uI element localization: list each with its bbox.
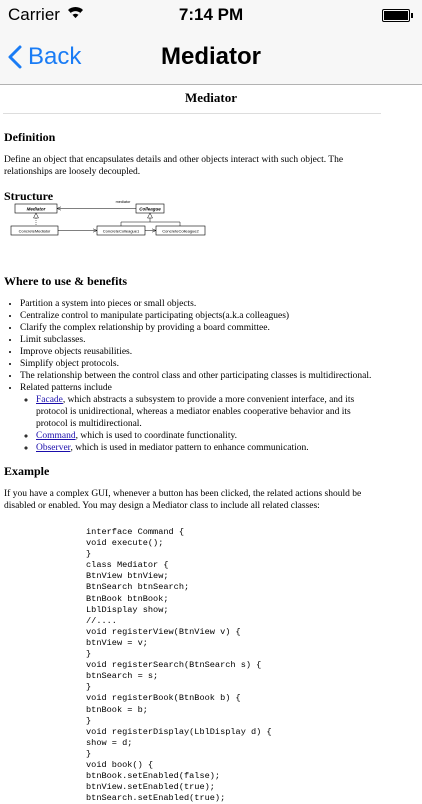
code-line: class Mediator { (86, 560, 169, 571)
carrier-label: Carrier (8, 5, 60, 24)
battery-icon (382, 9, 410, 22)
diagram-link-label: mediator (115, 200, 131, 204)
nav-title: Mediator (160, 43, 261, 70)
page-title: Mediator (185, 90, 237, 105)
code-line: btnSearch = s; (86, 671, 159, 682)
code-line: void book() { (86, 759, 154, 770)
command-link[interactable]: Command (36, 431, 76, 441)
related-patterns-list (20, 394, 382, 454)
back-label: Back (28, 43, 82, 70)
list-item: • The relationship between the control class and other participating classes is multidirectional. (20, 370, 382, 382)
where-heading: Where to use & benefits (4, 274, 128, 288)
code-line: btnView.setEnabled(true); (86, 782, 215, 793)
example-heading: Example (4, 464, 50, 478)
code-line: void registerView(BtnView v) { (86, 626, 241, 637)
code-line: } (86, 682, 92, 693)
list-item: • Centralize control to manipulate participating objects(a.k.a colleagues) (20, 310, 382, 322)
code-line: void registerSearch(BtnSearch s) { (86, 660, 262, 671)
facade-link[interactable]: Facade (36, 395, 63, 405)
code-line: void registerDisplay(LblDisplay d) { (86, 726, 272, 737)
list-item (20, 382, 382, 454)
code-line: btnBook = b; (86, 704, 148, 715)
diagram-concrete-colleague2-label: ConcreteColleague2 (162, 228, 199, 234)
article-content[interactable] (0, 85, 422, 804)
status-time: 7:14 PM (178, 5, 244, 24)
code-line: } (86, 549, 92, 560)
diagram-mediator-label: Mediator (26, 206, 46, 212)
title-divider (3, 113, 381, 114)
navigation-bar (0, 30, 422, 85)
list-item: • Improve objects reusabilities. (20, 346, 382, 358)
benefits-list (4, 298, 382, 454)
code-line: btnSearch.setEnabled(true); (86, 793, 226, 804)
list-item: • Limit subclasses. (20, 334, 382, 346)
code-line: btnView = v; (86, 637, 148, 648)
list-item: • Clarify the complex relationship by providing a board committee. (20, 322, 382, 334)
code-line: //.... (86, 615, 117, 626)
code-line: show = d; (86, 737, 133, 748)
code-block (86, 527, 422, 804)
structure-diagram (8, 198, 228, 254)
example-text: If you have a complex GUI, whenever a button has been clicked, the related actions should be disabled or enabled. You may design a Mediator class to include all related classes: (4, 489, 362, 511)
observer-link[interactable]: Observer (36, 443, 71, 453)
list-item: • Partition a system into pieces or small objects. (20, 298, 382, 310)
diagram-concrete-colleague1-label: ConcreteColleague1 (102, 228, 140, 234)
status-bar (0, 0, 422, 30)
code-line: btnBook.setEnabled(false); (86, 771, 221, 782)
code-line: void registerBook(BtnBook b) { (86, 693, 241, 704)
code-line: BtnSearch btnSearch; (86, 582, 190, 593)
definition-heading: Definition (4, 130, 56, 144)
code-line: interface Command { (86, 527, 184, 537)
related-item: ◦ Observer, which is used in mediator pattern to enhance communication. (36, 442, 382, 454)
code-line: BtnView btnView; (86, 571, 169, 582)
structure-heading: Structure (4, 189, 54, 203)
code-line: BtnBook btnBook; (86, 593, 169, 604)
code-line: } (86, 715, 92, 726)
diagram-colleague-label: Colleague (139, 206, 161, 212)
list-item: • Simplify object protocols. (20, 358, 382, 370)
related-item: ◦ Facade, which abstracts a subsystem to provide a more convenient interface, and its protocol is unidirectional, whereas a mediator enables cooperative behavior and its protocol is multidirectional. (36, 394, 382, 430)
definition-text: Define an object that encapsulates details and other objects interact with such object. The relationships are loosely decoupled. (4, 155, 344, 177)
code-line: void execute(); (86, 538, 164, 549)
code-line: } (86, 748, 92, 759)
related-item: ◦ Command, which is used to coordinate functionality. (36, 430, 382, 442)
code-line: } (86, 649, 92, 660)
code-line: LblDisplay show; (86, 604, 169, 615)
related-patterns-label: Related patterns include (20, 383, 112, 393)
diagram-concrete-mediator-label: ConcreteMediator (18, 228, 51, 234)
